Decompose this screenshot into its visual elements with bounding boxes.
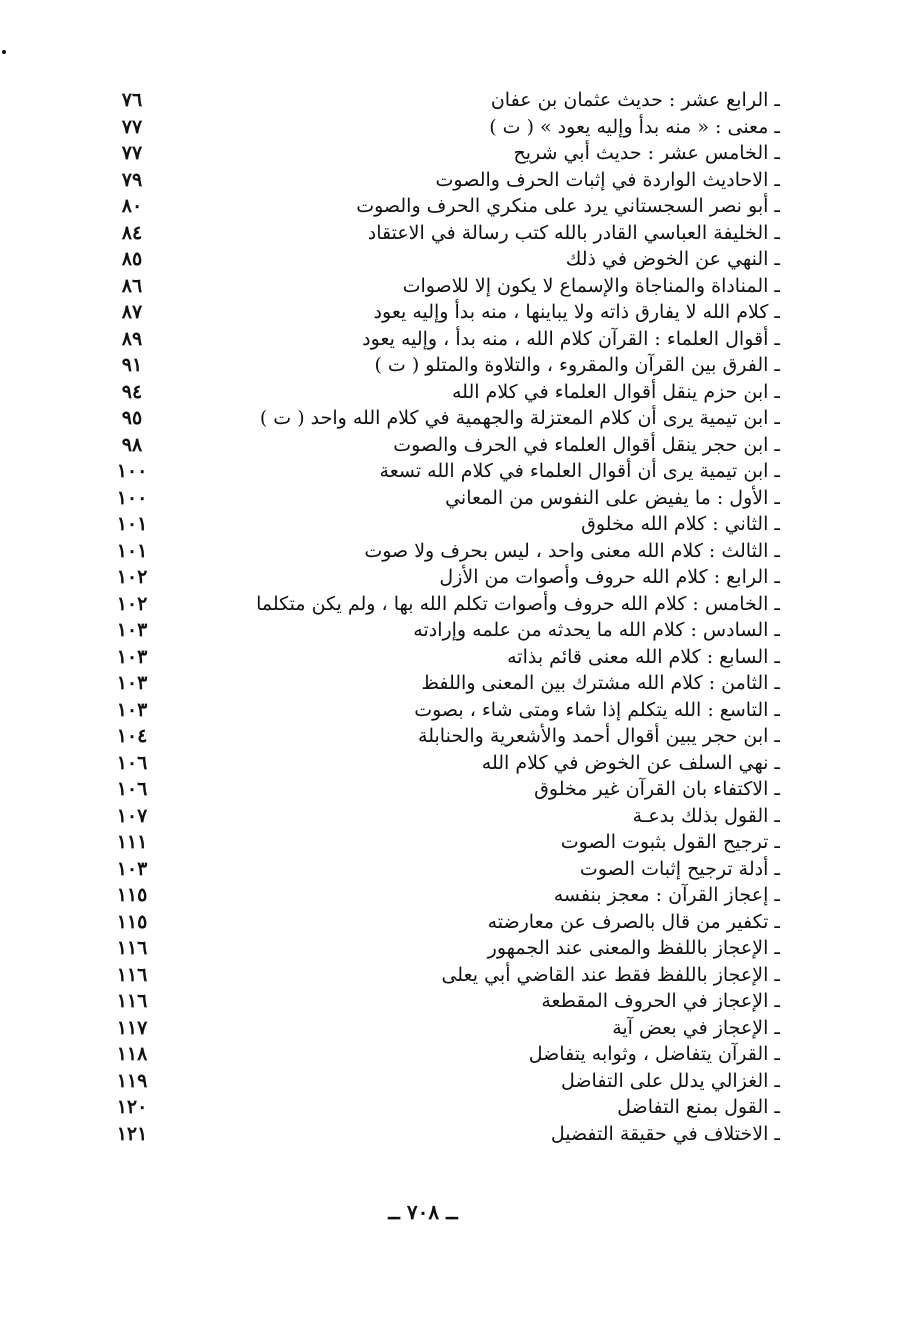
toc-entry-title: ـ ابن حزم ينقل أقوال العلماء في كلام الله bbox=[451, 380, 780, 403]
toc-entry-page-number: ١٢١ bbox=[116, 1122, 148, 1145]
toc-entry-title: ـ نهي السلف عن الخوض في كلام الله bbox=[481, 751, 780, 774]
toc-entry-page-number: ١٠٧ bbox=[116, 804, 148, 827]
toc-entry bbox=[0, 591, 904, 618]
toc-entry bbox=[0, 644, 904, 671]
toc-entry-title: ـ معنى : « منه بدأ وإليه يعود » ( ت ) bbox=[489, 115, 780, 138]
toc-entry-title: ـ ابن تيمية يرى أن أقوال العلماء في كلام الله تسعة bbox=[379, 460, 780, 482]
toc-entry-title: ـ التاسع : الله يتكلم إذا شاء ومتى شاء ، بصوت bbox=[414, 698, 780, 721]
toc-entry-title: ـ الغزالي يدلل على التفاضل bbox=[561, 1069, 780, 1092]
toc-entry bbox=[0, 697, 904, 724]
margin-dot bbox=[2, 50, 6, 54]
toc-entry bbox=[0, 167, 904, 194]
toc-entry-title: ـ القرآن يتفاضل ، وثوابه يتفاضل bbox=[528, 1043, 780, 1065]
toc-entry bbox=[0, 988, 904, 1015]
toc-entry-page-number: ٨٥ bbox=[121, 248, 143, 270]
toc-entry bbox=[0, 114, 904, 141]
page-number: ــ ٧٠٨ ــ bbox=[388, 1200, 458, 1224]
toc-entry-page-number: ١٠١ bbox=[116, 513, 148, 535]
toc-entry-page-number: ١١٦ bbox=[116, 990, 148, 1012]
toc-entry-title: ـ إعجاز القرآن : معجز بنفسه bbox=[553, 884, 780, 906]
toc-entry-page-number: ١١٨ bbox=[116, 1043, 148, 1065]
toc-entry bbox=[0, 193, 904, 220]
toc-entry-title: ـ النهي عن الخوض في ذلك bbox=[565, 248, 780, 270]
toc-entry-title: ـ القول بذلك بدعـة bbox=[632, 804, 780, 827]
toc-entry-page-number: ١٠٤ bbox=[116, 725, 148, 747]
toc-entry bbox=[0, 458, 904, 485]
toc-entry bbox=[0, 829, 904, 856]
toc-entry bbox=[0, 1094, 904, 1121]
toc-entry-title: ـ الاختلاف في حقيقة التفضيل bbox=[550, 1122, 780, 1145]
toc-entry bbox=[0, 511, 904, 538]
toc-entry-page-number: ١١١ bbox=[116, 831, 148, 853]
toc-entry-title: ـ أبو نصر السجستاني يرد على منكري الحرف والصوت bbox=[356, 195, 780, 217]
toc-entry-page-number: ١٠٢ bbox=[116, 592, 148, 615]
toc-entry-page-number: ١٠١ bbox=[116, 539, 148, 562]
toc-entry bbox=[0, 856, 904, 883]
toc-entry-title: ـ الخامس عشر : حديث أبي شريح bbox=[513, 142, 780, 164]
toc-entry bbox=[0, 273, 904, 300]
toc-entry-title: ـ السادس : كلام الله ما يحدثه من علمه وإرادته bbox=[413, 619, 780, 641]
toc-entry-page-number: ١١٦ bbox=[116, 937, 148, 959]
toc-entry-title: ـ الاحاديث الواردة في إثبات الحرف والصوت bbox=[435, 168, 780, 191]
toc-entry-page-number: ٧٦ bbox=[121, 89, 143, 111]
toc-entry-title: ـ كلام الله لا يفارق ذاته ولا يباينها ، منه بدأ وإليه يعود bbox=[373, 301, 780, 323]
toc-entry bbox=[0, 220, 904, 247]
toc-entry-page-number: ٧٩ bbox=[121, 168, 143, 191]
toc-entry-title: ـ الثامن : كلام الله مشترك بين المعنى واللفظ bbox=[421, 672, 780, 694]
toc-entry-page-number: ١٠٠ bbox=[116, 486, 148, 509]
toc-entry-title: ـ ابن تيمية يرى أن كلام المعتزلة والجهمية في كلام الله واحد ( ت ) bbox=[259, 407, 780, 429]
toc-entry-page-number: ١٠٢ bbox=[116, 566, 148, 588]
toc-entry-title: ـ الاكتفاء بان القرآن غير مخلوق bbox=[534, 778, 780, 800]
toc-entry bbox=[0, 564, 904, 591]
toc-entry-page-number: ٩٥ bbox=[121, 407, 143, 429]
toc-entry-page-number: ٨٧ bbox=[121, 301, 143, 323]
toc-entry-page-number: ٨٦ bbox=[121, 274, 143, 297]
toc-entry-title: ـ الإعجاز باللفظ فقط عند القاضي أبي يعلى bbox=[441, 963, 780, 986]
toc-entry bbox=[0, 352, 904, 379]
toc-entry-title: ـ أدلة ترجيح إثبات الصوت bbox=[579, 857, 780, 880]
toc-entry-page-number: ١١٧ bbox=[116, 1016, 148, 1039]
toc-entry bbox=[0, 617, 904, 644]
toc-entry bbox=[0, 1015, 904, 1042]
toc-entry bbox=[0, 723, 904, 750]
toc-entry-page-number: ٧٧ bbox=[121, 142, 143, 164]
toc-entry-page-number: ١١٥ bbox=[116, 910, 148, 933]
toc-entry-page-number: ١٠٣ bbox=[116, 857, 148, 880]
toc-entry-title: ـ المناداة والمناجاة والإسماع لا يكون إلا للاصوات bbox=[402, 274, 780, 297]
toc-entry-page-number: ١٠٣ bbox=[116, 619, 148, 641]
toc-entry-page-number: ٨٠ bbox=[121, 195, 143, 217]
toc-entry bbox=[0, 246, 904, 273]
toc-entry-page-number: ١١٦ bbox=[116, 963, 148, 986]
toc-entry bbox=[0, 962, 904, 989]
toc-entry-page-number: ١٠٠ bbox=[116, 460, 148, 482]
toc-entry-page-number: ٨٩ bbox=[121, 327, 143, 350]
toc-entry-page-number: ٩١ bbox=[121, 354, 143, 376]
toc-entry-page-number: ١١٥ bbox=[116, 884, 148, 906]
toc-entry bbox=[0, 140, 904, 167]
toc-entry-title: ـ الأول : ما يفيض على النفوس من المعاني bbox=[445, 486, 780, 509]
toc-entry-page-number: ١٢٠ bbox=[116, 1096, 148, 1118]
toc-entry-title: ـ ابن حجر ينقل أقوال العلماء في الحرف والصوت bbox=[393, 433, 780, 456]
toc-entry-title: ـ ترجيح القول بثبوت الصوت bbox=[560, 831, 780, 853]
toc-entry-page-number: ١٠٦ bbox=[116, 751, 148, 774]
toc-entry-title: ـ الرابع : كلام الله حروف وأصوات من الأزل bbox=[439, 566, 780, 588]
toc-entry-title: ـ الفرق بين القرآن والمقروء ، والتلاوة والمتلو ( ت ) bbox=[374, 354, 780, 376]
toc-entry-title: ـ الإعجاز في بعض آية bbox=[612, 1016, 780, 1039]
toc-entry-title: ـ الخليفة العباسي القادر بالله كتب رسالة في الاعتقاد bbox=[367, 221, 780, 244]
toc-entry-page-number: ١٠٣ bbox=[116, 698, 148, 721]
toc-entry bbox=[0, 405, 904, 432]
toc-entry bbox=[0, 935, 904, 962]
toc-entry bbox=[0, 87, 904, 114]
table-of-contents bbox=[0, 87, 904, 1147]
toc-entry bbox=[0, 379, 904, 406]
toc-entry bbox=[0, 485, 904, 512]
toc-entry-title: ـ الخامس : كلام الله حروف وأصوات تكلم الله بها ، ولم يكن متكلما bbox=[256, 592, 780, 615]
toc-entry-page-number: ٧٧ bbox=[121, 115, 143, 138]
toc-entry-page-number: ١٠٣ bbox=[116, 645, 148, 668]
toc-entry-title: ـ الثالث : كلام الله معنى واحد ، ليس بحرف ولا صوت bbox=[364, 539, 780, 562]
toc-entry-page-number: ١٠٣ bbox=[116, 672, 148, 694]
toc-entry bbox=[0, 750, 904, 777]
toc-entry-title: ـ القول بمنع التفاضل bbox=[617, 1096, 780, 1118]
toc-entry bbox=[0, 326, 904, 353]
toc-entry bbox=[0, 1068, 904, 1095]
toc-entry bbox=[0, 1041, 904, 1068]
toc-entry-title: ـ الرابع عشر : حديث عثمان بن عفان bbox=[490, 89, 780, 111]
toc-entry-title: ـ تكفير من قال بالصرف عن معارضته bbox=[487, 910, 780, 933]
toc-entry-page-number: ١٠٦ bbox=[116, 778, 148, 800]
toc-entry-page-number: ٩٤ bbox=[121, 380, 143, 403]
toc-entry bbox=[0, 432, 904, 459]
toc-entry-page-number: ٩٨ bbox=[121, 433, 143, 456]
toc-entry bbox=[0, 299, 904, 326]
toc-entry-title: ـ أقوال العلماء : القرآن كلام الله ، منه بدأ ، وإليه يعود bbox=[362, 327, 780, 350]
toc-entry bbox=[0, 776, 904, 803]
toc-entry bbox=[0, 882, 904, 909]
toc-entry bbox=[0, 803, 904, 830]
toc-entry-title: ـ ابن حجر يبين أقوال أحمد والأشعرية والحنابلة bbox=[418, 725, 780, 747]
toc-entry bbox=[0, 670, 904, 697]
toc-entry-title: ـ الإعجاز باللفظ والمعنى عند الجمهور bbox=[487, 937, 780, 959]
toc-entry bbox=[0, 1121, 904, 1148]
toc-entry bbox=[0, 909, 904, 936]
toc-entry-title: ـ الإعجاز في الحروف المقطعة bbox=[541, 990, 780, 1012]
toc-entry bbox=[0, 538, 904, 565]
toc-entry-page-number: ٨٤ bbox=[121, 221, 143, 244]
toc-entry-title: ـ السابع : كلام الله معنى قائم بذاته bbox=[507, 645, 780, 668]
toc-entry-title: ـ الثاني : كلام الله مخلوق bbox=[581, 513, 780, 535]
toc-entry-page-number: ١١٩ bbox=[116, 1069, 148, 1092]
